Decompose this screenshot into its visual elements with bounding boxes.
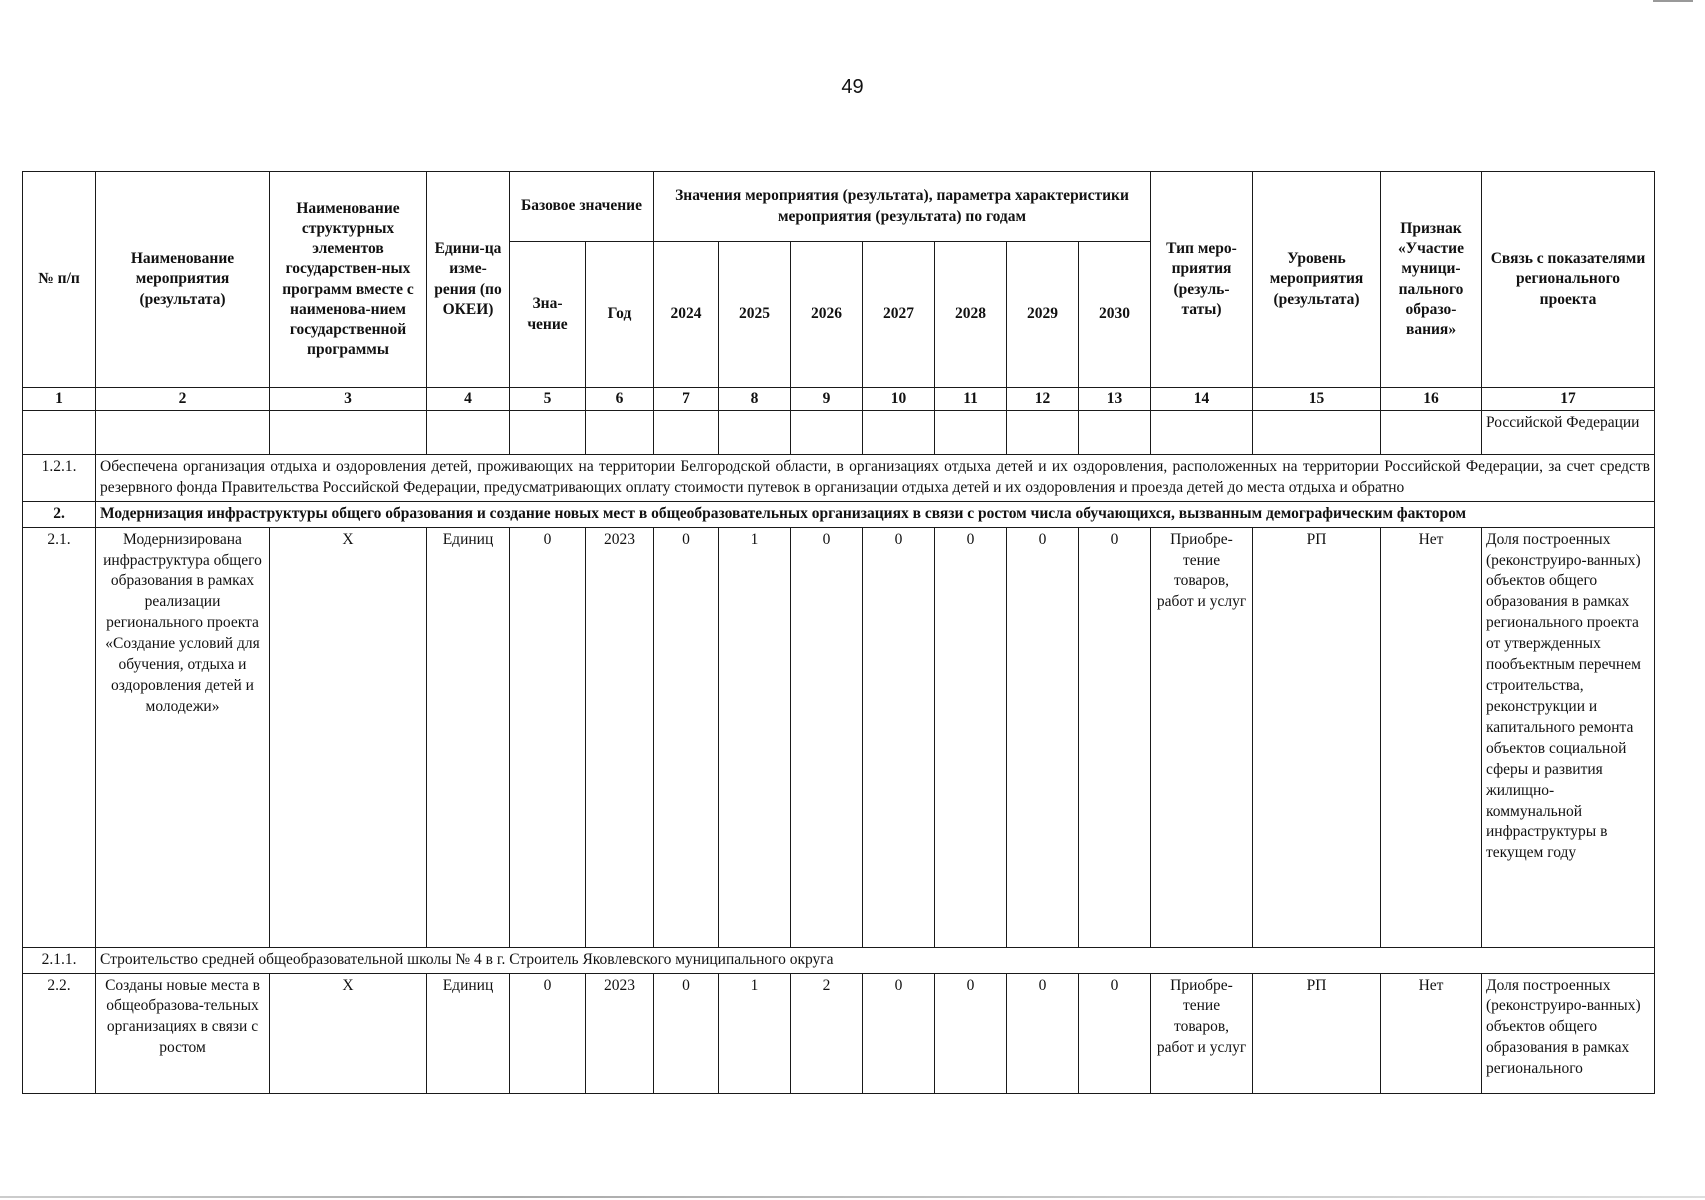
value-2025: 1	[719, 973, 791, 1093]
header-event-level: Уровень мероприятия (результата)	[1253, 172, 1381, 388]
header-base-group: Базовое значение	[510, 172, 654, 242]
column-number: 6	[586, 388, 654, 411]
header-year-2029: 2029	[1007, 242, 1079, 388]
unit: Единиц	[427, 527, 510, 947]
section-title: Модернизация инфраструктуры общего образования и создание новых мест в общеобразовательных организациях в связи с ростом числа обучающихся, вызванным демографическим фактором	[96, 501, 1655, 527]
column-number: 11	[935, 388, 1007, 411]
column-number: 2	[96, 388, 270, 411]
header-year-2026: 2026	[791, 242, 863, 388]
header-year-2028: 2028	[935, 242, 1007, 388]
header-municipal-flag: Признак «Участие муници-пального образо-вания»	[1381, 172, 1482, 388]
scan-edge-mark	[1653, 0, 1693, 2]
header-unit: Едини-ца изме-рения (по ОКЕИ)	[427, 172, 510, 388]
value-2024: 0	[654, 973, 719, 1093]
header-year-2030: 2030	[1079, 242, 1151, 388]
base-year: 2023	[586, 973, 654, 1093]
header-base-year: Год	[586, 242, 654, 388]
header-event-type: Тип меро-приятия (резуль-таты)	[1151, 172, 1253, 388]
value-2028: 0	[935, 527, 1007, 947]
event-level: РП	[1253, 527, 1381, 947]
row-number: 2.2.	[23, 973, 96, 1093]
event-type: Приобре-тение товаров, работ и услуг	[1151, 527, 1253, 947]
event-level: РП	[1253, 973, 1381, 1093]
scan-bottom-edge	[0, 1196, 1705, 1198]
column-number: 4	[427, 388, 510, 411]
municipal-flag: Нет	[1381, 973, 1482, 1093]
row-merged-text: Обеспечена организация отдыха и оздоровления детей, проживающих на территории Белгородской области, в организациях отдыха детей и их оздоровления, расположенных на территории Российской Федерации, за счет средств резервного фонда Правительства Российской Федерации, предусматривающих оплату стоимости путевок в организации отдыха детей и их оздоровления и проезда детей до места отдыха и обратно	[96, 454, 1655, 501]
municipal-flag: Нет	[1381, 527, 1482, 947]
indicator-link: Доля построенных (реконструиро-ванных) объектов общего образования в рамках регионального проекта от утвержденных пообъектным перечнем строительства, реконструкции и капитального ремонта объектов социальной сферы и развития жилищно-коммунальной инфраструктуры в текущем году	[1482, 527, 1655, 947]
column-number: 14	[1151, 388, 1253, 411]
column-number: 16	[1381, 388, 1482, 411]
structural-element: Х	[270, 973, 427, 1093]
column-number: 13	[1079, 388, 1151, 411]
column-numbers-row	[23, 388, 1655, 411]
value-2030: 0	[1079, 527, 1151, 947]
base-value: 0	[510, 527, 586, 947]
header-number: № п/п	[23, 172, 96, 388]
column-number: 9	[791, 388, 863, 411]
column-number: 5	[510, 388, 586, 411]
table-row-1-2-1	[23, 454, 1655, 501]
event-name: Созданы новые места в общеобразова-тельных организациях в связи с ростом	[96, 973, 270, 1093]
column-number: 10	[863, 388, 935, 411]
event-type: Приобре-тение товаров, работ и услуг	[1151, 973, 1253, 1093]
column-number: 15	[1253, 388, 1381, 411]
value-2026: 2	[791, 973, 863, 1093]
header-year-2025: 2025	[719, 242, 791, 388]
value-2029: 0	[1007, 973, 1079, 1093]
table-row-2	[23, 501, 1655, 527]
header-year-2024: 2024	[654, 242, 719, 388]
event-name: Модернизирована инфраструктура общего образования в рамках реализации регионального проекта «Создание условий для обучения, отдыха и оздоровления детей и молодежи»	[96, 527, 270, 947]
value-2027: 0	[863, 973, 935, 1093]
row-number: 2.1.1.	[23, 947, 96, 973]
table-row-2-1	[23, 527, 1655, 947]
header-structural-elements: Наименование структурных элементов государствен-ных программ вместе с наименова-нием государственной программы	[270, 172, 427, 388]
carry-over-row	[23, 410, 1655, 454]
column-number: 8	[719, 388, 791, 411]
value-2028: 0	[935, 973, 1007, 1093]
page-number: 49	[841, 76, 864, 98]
carry-over-link-text: Российской Федерации	[1482, 410, 1655, 454]
value-2029: 0	[1007, 527, 1079, 947]
column-number: 7	[654, 388, 719, 411]
structural-element: Х	[270, 527, 427, 947]
table-row-2-2	[23, 973, 1655, 1093]
row-number: 1.2.1.	[23, 454, 96, 501]
unit: Единиц	[427, 973, 510, 1093]
column-number: 3	[270, 388, 427, 411]
value-2025: 1	[719, 527, 791, 947]
indicator-link: Доля построенных (реконструиро-ванных) объектов общего образования в рамках регионального	[1482, 973, 1655, 1093]
events-table	[22, 171, 1655, 1094]
base-value: 0	[510, 973, 586, 1093]
row-number: 2.1.	[23, 527, 96, 947]
row-merged-text: Строительство средней общеобразовательной школы № 4 в г. Строитель Яковлевского муниципального округа	[96, 947, 1655, 973]
header-year-2027: 2027	[863, 242, 935, 388]
value-2024: 0	[654, 527, 719, 947]
value-2026: 0	[791, 527, 863, 947]
table-row-2-1-1	[23, 947, 1655, 973]
column-number: 1	[23, 388, 96, 411]
header-base-value: Зна-чение	[510, 242, 586, 388]
base-year: 2023	[586, 527, 654, 947]
value-2030: 0	[1079, 973, 1151, 1093]
value-2027: 0	[863, 527, 935, 947]
header-years-group: Значения мероприятия (результата), параметра характеристики мероприятия (результата) по годам	[654, 172, 1151, 242]
header-event-name: Наименование мероприятия (результата)	[96, 172, 270, 388]
row-number: 2.	[23, 501, 96, 527]
header-indicator-link: Связь с показателями регионального проекта	[1482, 172, 1655, 388]
column-number: 12	[1007, 388, 1079, 411]
column-number: 17	[1482, 388, 1655, 411]
